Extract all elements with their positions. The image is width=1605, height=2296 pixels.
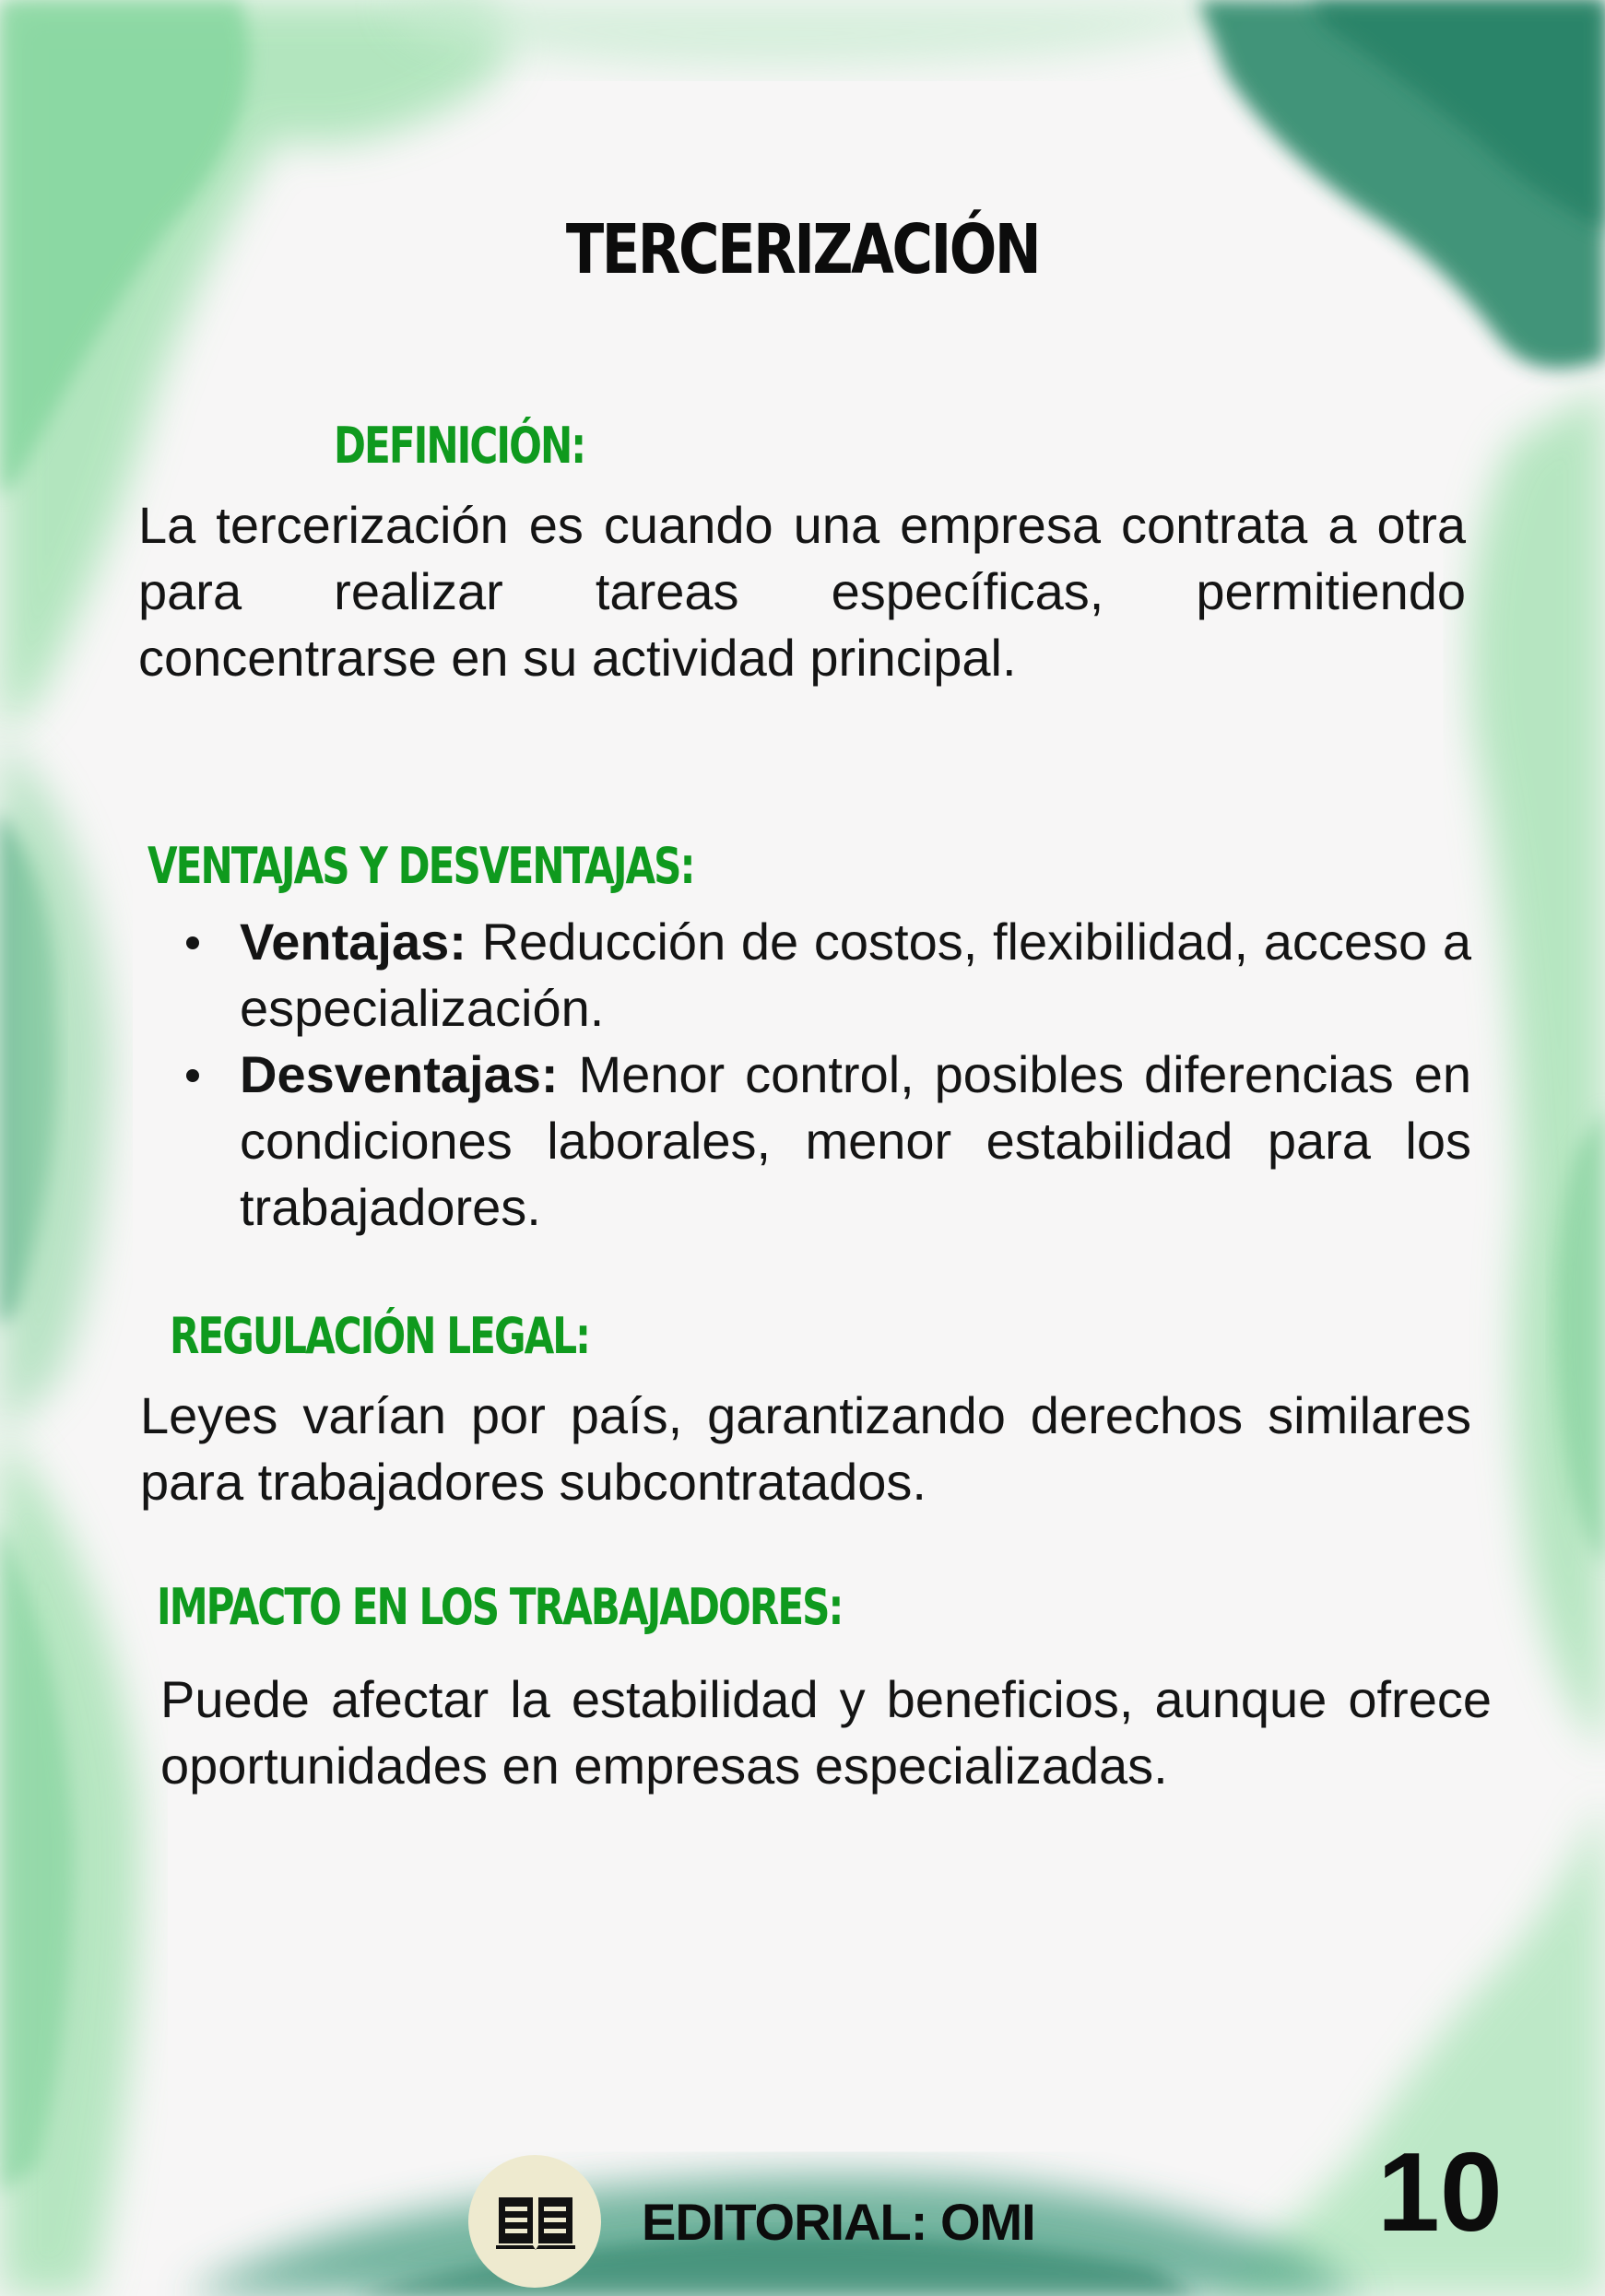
ventajas-desventajas-list (240, 909, 1471, 1241)
section-heading-impacto: IMPACTO EN LOS TRABAJADORES: (157, 1578, 843, 1636)
list-item-label: Ventajas: (240, 913, 482, 971)
section-heading-ventajas-desventajas: VENTAJAS Y DESVENTAJAS: (148, 837, 694, 895)
publisher-badge (468, 2155, 601, 2288)
page-title: TERCERIZACIÓN (565, 210, 1040, 289)
list-item-text: Reducción de costos, flexibilidad, acceso a especialización. (240, 913, 1472, 1037)
section-text-definicion: La tercerización es cuando una empresa contrata a otra para realizar tareas específicas, permitiendo concentrarse en su actividad principal. (138, 496, 1466, 687)
section-text-impacto: Puede afectar la estabilidad y beneficios, aunque ofrece oportunidades en empresas especializadas. (160, 1670, 1492, 1795)
list-item-ventajas (240, 909, 1471, 1042)
list-item-text: Menor control, posibles diferencias en condiciones laborales, menor estabilidad para los trabajadores. (240, 1045, 1472, 1236)
bullet-icon (186, 1069, 199, 1082)
section-text-regulacion: Leyes varían por país, garantizando derechos similares para trabajadores subcontratados. (140, 1386, 1471, 1511)
section-heading-definicion: DEFINICIÓN: (334, 417, 585, 475)
section-heading-regulacion: REGULACIÓN LEGAL: (170, 1307, 590, 1365)
page-number: 10 (1377, 2129, 1503, 2255)
publisher-name: EDITORIAL: OMI (642, 2193, 1035, 2251)
list-item-desventajas (240, 1042, 1471, 1241)
bullet-icon (186, 936, 199, 949)
list-item-label: Desventajas: (240, 1045, 579, 1103)
open-book-icon (496, 2192, 575, 2251)
